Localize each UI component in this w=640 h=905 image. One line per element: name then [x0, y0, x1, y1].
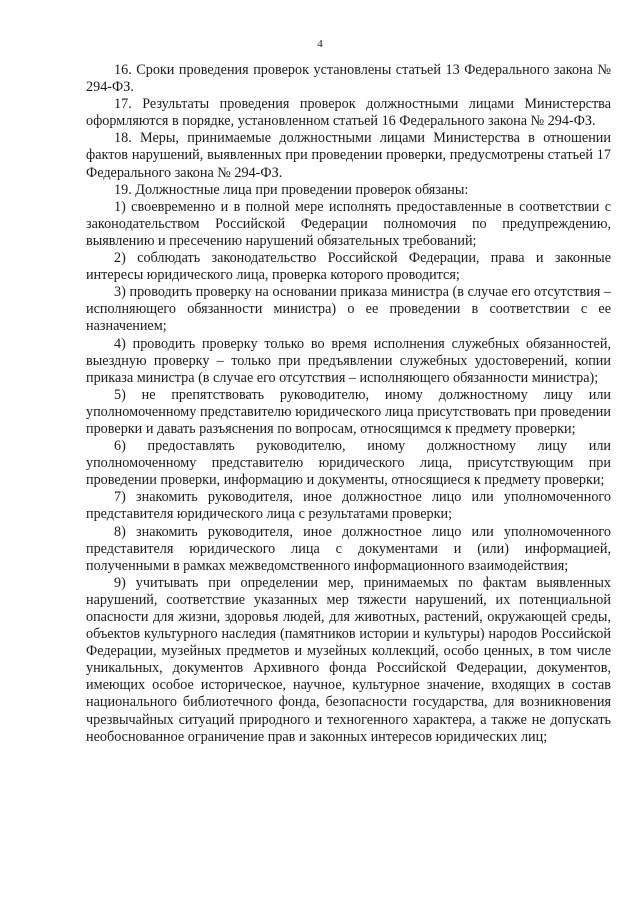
list-item-9: 9) учитывать при определении мер, принимаемых по фактам выявленных нарушений, соответствие указанных мер тяжести нарушений, их потенциальной опасности для жизни, здоровья людей, для животных, растений, окружающей среды, объектов культурного наследия (памятников истории и культуры) народов Российской Федерации, музейных предметов и музейных коллекций, особо ценных, в том числе уникальных, документов Архивного фонда Российской Федерации, документов, имеющих особое историческое, научное, культурное значение, входящих в состав национального библиотечного фонда, безопасности государства, для возникновения чрезвычайных ситуаций природного и техногенного характера, а также не допускать необоснованное ограничение прав и законных интересов юридических лиц; [86, 574, 611, 745]
list-item-8: 8) знакомить руководителя, иное должностное лицо или уполномоченного представителя юридического лица с документами и (или) информацией, полученными в рамках межведомственного информационного взаимодействия; [86, 523, 611, 574]
paragraph-18: 18. Меры, принимаемые должностными лицами Министерства в отношении фактов нарушений, выявленных при проведении проверки, предусмотрены статьей 17 Федерального закона № 294-ФЗ. [86, 130, 611, 181]
list-item-5: 5) не препятствовать руководителю, иному должностному лицу или уполномоченному представителю юридического лица присутствовать при проведении проверки и давать разъяснения по вопросам, относящимся к предмету проверки; [86, 386, 611, 437]
list-item-7: 7) знакомить руководителя, иное должностное лицо или уполномоченного представителя юридического лица с результатами проверки; [86, 489, 611, 523]
list-item-3: 3) проводить проверку на основании приказа министра (в случае его отсутствия – исполняющего обязанности министра) о ее проведении в соответствии с ее назначением; [86, 284, 611, 335]
list-item-2: 2) соблюдать законодательство Российской Федерации, права и законные интересы юридического лица, проверка которого проводится; [86, 250, 611, 284]
list-item-1: 1) своевременно и в полной мере исполнять предоставленные в соответствии с законодательством Российской Федерации полномочия по предупреждению, выявлению и пресечению нарушений обязательных требований; [86, 198, 611, 249]
list-item-4: 4) проводить проверку только во время исполнения служебных обязанностей, выездную проверку – только при предъявлении служебных удостоверений, копии приказа министра (в случае его отсутствия – исполняющего обязанности министра); [86, 335, 611, 386]
page-number: 4 [317, 38, 323, 50]
paragraph-17: 17. Результаты проведения проверок должностными лицами Министерства оформляются в порядке, установленном статьей 16 Федерального закона № 294-ФЗ. [86, 96, 611, 130]
paragraph-16: 16. Сроки проведения проверок установлены статьей 13 Федерального закона № 294-ФЗ. [86, 62, 611, 96]
list-item-6: 6) предоставлять руководителю, иному должностному лицу или уполномоченному представителю юридического лица, присутствующим при проведении проверки, информацию и документы, относящиеся к предмету проверки; [86, 438, 611, 489]
document-body [86, 62, 611, 746]
paragraph-19: 19. Должностные лица при проведении проверок обязаны: [114, 181, 469, 198]
